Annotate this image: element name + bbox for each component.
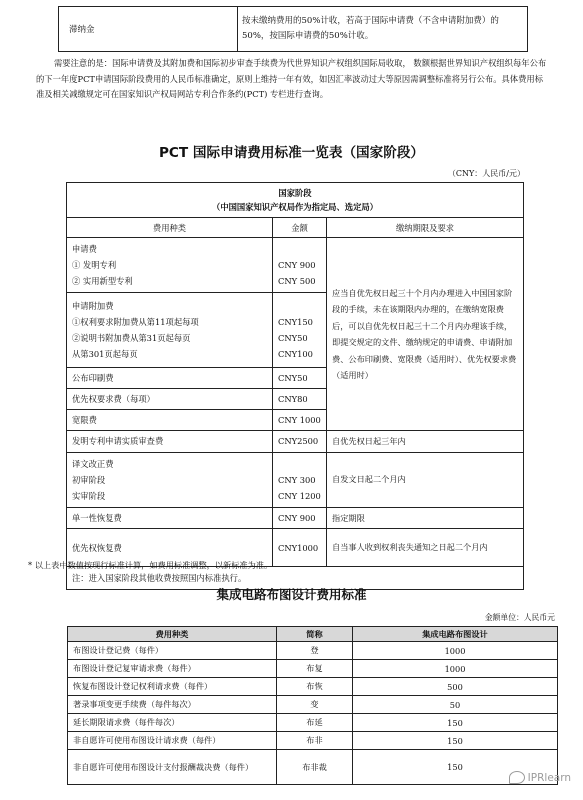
fee-abbr: 布恢 (277, 678, 353, 696)
table-row (68, 714, 558, 732)
fee-amount: 150 (353, 714, 558, 732)
fee-amount: CNY50 (278, 333, 308, 343)
fee-deadline: 自当事人收到权利丧失通知之日起二个月内 (327, 529, 524, 567)
fee-name: ②说明书附加费从第31页起每页 (72, 333, 191, 343)
ic-table-title: 集成电路布图设计费用标准 (216, 587, 367, 602)
fee-abbr: 变 (277, 696, 353, 714)
fee-name: 申请附加费 (72, 301, 114, 311)
fee-name: 优先权恢复费 (67, 529, 273, 567)
fee-name: 宽限费 (67, 410, 273, 431)
table-row (67, 238, 524, 293)
fee-amount: CNY 300 (278, 474, 316, 485)
fee-amount: CNY100 (278, 349, 313, 359)
fee-amount (278, 241, 321, 257)
table-header-row (67, 183, 524, 218)
fee-amount (278, 456, 321, 472)
fee-amount: CNY50 (273, 368, 327, 389)
late-fee-label: 滞纳金 (59, 7, 238, 52)
column-header: 缴纳期限及要求 (327, 218, 524, 238)
table-row (68, 642, 558, 660)
fee-amount: CNY 1000 (273, 410, 327, 431)
pct-currency-unit: （CNY：人民币/元） (447, 169, 525, 178)
fee-amount: 150 (353, 750, 558, 785)
table-row (68, 678, 558, 696)
fee-amount: 150 (353, 732, 558, 750)
star-note: * 以上表中数值按现行标准计算，如费用标准调整，以新标准为准。 (28, 560, 273, 570)
watermark (509, 771, 571, 784)
fee-name: 申请费 (72, 244, 97, 254)
table-row (68, 732, 558, 750)
fee-name: 著录事项变更手续费（每件每次） (68, 696, 277, 714)
table-row (67, 452, 524, 507)
pct-fee-table (66, 182, 524, 590)
fee-note-paragraph: 需要注意的是：国际申请费及其附加费和国际初步审查手续费为代世界知识产权组织国际局收取， 数额根据世界知识产权组织每年公布的下一年度PCT申请国际阶段费用的人民币标准确定，原则上维持一年有效，如因汇率波动过大等原因需调整标准将另行公布。具体费用标准及相关减缴规定可在国家知识产权局网站专利合作条约(PCT) 专栏进行查询。 (36, 58, 547, 100)
column-header: 费用种类 (67, 218, 273, 238)
merged-deadline-cell: 应当自优先权日起三十个月内办理进入中国国家阶段的手续，未在该期限内办理的，在缴纳宽限费后，可以自优先权日起三十二个月内办理该手续，即提交规定的文件、缴纳规定的申请费、申请附加费、公布印刷费、宽限费（适用时）、优先权要求费（适用时） (327, 238, 524, 431)
national-phase-header (67, 183, 524, 218)
fee-name: 非自愿许可使用布图设计支付报酬裁决费（每件） (68, 750, 277, 785)
column-header: 集成电路布图设计 (353, 627, 558, 642)
fee-abbr: 布非裁 (277, 750, 353, 785)
watermark-text: IPRlearn (527, 771, 571, 784)
table-row (67, 507, 524, 529)
fee-name: 布图设计登记复审请求费（每件） (68, 660, 277, 678)
fee-amount: CNY150 (278, 317, 313, 327)
fee-abbr: 登 (277, 642, 353, 660)
fee-name: ①权利要求附加费从第11项起每项 (72, 317, 199, 327)
table-row (68, 660, 558, 678)
fee-amount: CNY 1200 (278, 490, 321, 501)
fee-name: 发明专利申请实质审查费 (67, 431, 273, 453)
column-header-row (67, 218, 524, 238)
fee-deadline: 指定期限 (327, 507, 524, 529)
column-header-row (68, 627, 558, 642)
fee-name: 从第301页起每页 (72, 349, 138, 359)
fee-name: 初审阶段 (72, 474, 106, 485)
fee-name: 优先权要求费（每项） (67, 389, 273, 410)
fee-amount: CNY80 (273, 389, 327, 410)
fee-amount: CNY2500 (273, 431, 327, 453)
fee-name: 单一性恢复费 (67, 507, 273, 529)
fee-name: 实审阶段 (72, 490, 106, 501)
fee-amount: CNY 900 (278, 260, 316, 270)
fee-abbr: 布延 (277, 714, 353, 732)
fee-name: 延长期限请求费（每件每次） (68, 714, 277, 732)
fee-amount: 50 (353, 696, 558, 714)
fee-amount: 500 (353, 678, 558, 696)
fee-amount: 1000 (353, 642, 558, 660)
fee-amount: CNY 500 (278, 276, 316, 286)
header-line-1: 国家阶段 (278, 188, 312, 198)
table-row (59, 7, 528, 52)
ic-fee-table (67, 626, 558, 785)
fee-name: 译文改正费 (72, 458, 114, 469)
fee-amount: 1000 (353, 660, 558, 678)
header-line-2: （中国国家知识产权局作为指定局、选定局） (212, 202, 378, 212)
fee-name: 公布印刷费 (67, 368, 273, 389)
fee-name: 非自愿许可使用布图设计请求费（每件） (68, 732, 277, 750)
table-row (68, 696, 558, 714)
pct-table-footnote: 注：进入国家阶段其他收费按照国内标准执行。 (67, 567, 524, 590)
column-header: 金额 (273, 218, 327, 238)
fee-name: 恢复布图设计登记权利请求费（每件） (68, 678, 277, 696)
fee-amount: CNY1000 (273, 529, 327, 567)
column-header: 简称 (277, 627, 353, 642)
fee-abbr: 布非 (277, 732, 353, 750)
column-header: 费用种类 (68, 627, 277, 642)
fee-amount (278, 298, 321, 314)
pct-table-title: PCT 国际申请费用标准一览表（国家阶段） (158, 145, 425, 161)
fee-name: 布图设计登记费（每件） (68, 642, 277, 660)
fee-amount: CNY 900 (273, 507, 327, 529)
table-row (67, 431, 524, 453)
fee-name: ① 发明专利 (72, 260, 117, 270)
late-fee-table (58, 6, 528, 52)
fee-abbr: 布复 (277, 660, 353, 678)
ic-amount-unit: 金额单位：人民币元 (484, 613, 555, 622)
chat-bubble-icon (509, 771, 525, 784)
fee-deadline: 自优先权日起三年内 (327, 431, 524, 453)
fee-deadline: 自发文日起二个月内 (327, 452, 524, 507)
late-fee-text: 按未缴纳费用的50%计收，若高于国际申请费（不含申请附加费）的50%，按国际申请费的50%计收。 (238, 7, 528, 52)
table-row (68, 750, 558, 785)
fee-name: ② 实用新型专利 (72, 276, 133, 286)
